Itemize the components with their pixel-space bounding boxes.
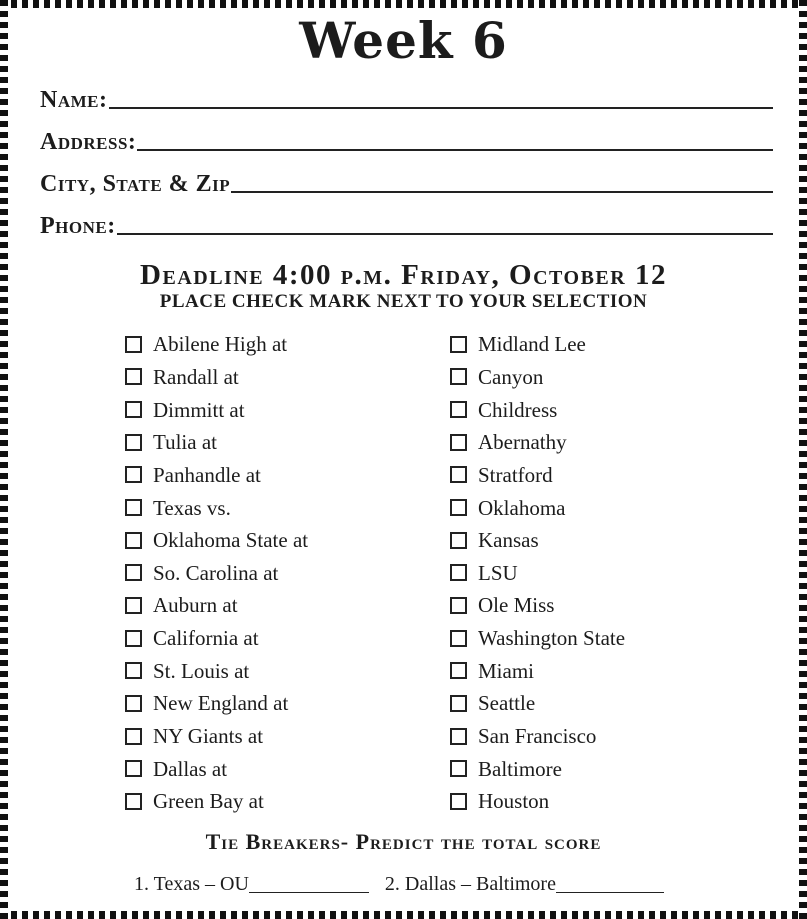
phone-entry-line[interactable]	[117, 233, 773, 235]
tie-breaker-heading: Tie Breakers- Predict the total score	[205, 829, 602, 854]
team-label: Midland Lee	[478, 332, 586, 357]
pick-option[interactable]	[125, 328, 425, 361]
pick-option[interactable]	[125, 361, 425, 394]
checkbox[interactable]	[450, 760, 467, 777]
checkbox[interactable]	[450, 597, 467, 614]
checkbox[interactable]	[125, 336, 142, 353]
name-field[interactable]	[40, 83, 773, 113]
pick-option[interactable]	[450, 491, 770, 524]
checkbox[interactable]	[450, 532, 467, 549]
pick-option[interactable]	[450, 687, 770, 720]
checkbox[interactable]	[125, 466, 142, 483]
checkbox[interactable]	[125, 532, 142, 549]
page-title: Week 6	[299, 11, 508, 70]
name-label: Name:	[40, 87, 108, 113]
team-label: Houston	[478, 789, 550, 814]
pick-option[interactable]	[125, 785, 425, 818]
address-field[interactable]	[40, 125, 773, 155]
team-label: LSU	[478, 560, 518, 585]
name-entry-line[interactable]	[109, 107, 774, 109]
team-label: Randall at	[153, 364, 239, 389]
team-label: Washington State	[478, 626, 626, 651]
pick-option[interactable]	[450, 393, 770, 426]
deadline-heading: Deadline 4:00 p.m. Friday, October 12	[140, 259, 667, 291]
team-label: California at	[153, 626, 259, 651]
pick-option[interactable]	[450, 785, 770, 818]
city-state-zip-label: City, State & Zip	[40, 171, 231, 197]
checkbox[interactable]	[125, 760, 142, 777]
pick-option[interactable]	[125, 720, 425, 753]
checkbox[interactable]	[125, 695, 142, 712]
checkbox[interactable]	[450, 368, 467, 385]
team-label: Canyon	[478, 364, 544, 389]
team-label: Miami	[478, 658, 534, 683]
picks-right-column	[450, 328, 770, 818]
team-label: Tulia at	[153, 430, 217, 455]
team-label: Dimmitt at	[153, 397, 245, 422]
pick-option[interactable]	[125, 393, 425, 426]
team-label: Green Bay at	[153, 789, 264, 814]
pick-option[interactable]	[450, 328, 770, 361]
tie-breaker-row	[134, 872, 664, 896]
checkbox[interactable]	[450, 793, 467, 810]
pick-option[interactable]	[125, 524, 425, 557]
dashed-border-right	[799, 0, 807, 919]
team-label: Panhandle at	[153, 462, 261, 487]
pick-option[interactable]	[450, 426, 770, 459]
team-label: Oklahoma State at	[153, 528, 309, 553]
team-label: Stratford	[478, 462, 553, 487]
pick-option[interactable]	[450, 459, 770, 492]
tie-breaker-2-label: 2. Dallas – Baltimore	[384, 873, 556, 895]
pick-option[interactable]	[450, 720, 770, 753]
phone-label: Phone:	[40, 213, 116, 239]
pick-option[interactable]	[450, 654, 770, 687]
team-label: So. Carolina at	[153, 560, 279, 585]
checkbox[interactable]	[125, 662, 142, 679]
checkbox[interactable]	[450, 662, 467, 679]
picks-left-column	[125, 328, 425, 818]
pick-option[interactable]	[450, 556, 770, 589]
pick-option[interactable]	[450, 752, 770, 785]
pick-option[interactable]	[125, 752, 425, 785]
pick-option[interactable]	[125, 459, 425, 492]
pick-option[interactable]	[450, 589, 770, 622]
team-label: Kansas	[478, 528, 539, 553]
tie-breaker-1-entry-line[interactable]	[249, 892, 369, 893]
city-state-zip-entry-line[interactable]	[231, 191, 773, 193]
checkbox[interactable]	[450, 466, 467, 483]
pick-option[interactable]	[125, 622, 425, 655]
pick-option[interactable]	[125, 491, 425, 524]
pick-option[interactable]	[450, 524, 770, 557]
checkbox[interactable]	[450, 434, 467, 451]
checkbox[interactable]	[450, 499, 467, 516]
pick-option[interactable]	[125, 589, 425, 622]
team-label: Abilene High at	[153, 332, 288, 357]
pick-option[interactable]	[125, 687, 425, 720]
team-label: Ole Miss	[478, 593, 555, 618]
team-label: Auburn at	[153, 593, 238, 618]
checkbox[interactable]	[125, 499, 142, 516]
team-label: NY Giants at	[153, 724, 264, 748]
dashed-border-bottom	[0, 911, 807, 919]
checkbox[interactable]	[125, 793, 142, 810]
team-label: San Francisco	[478, 724, 597, 748]
team-label: Baltimore	[478, 756, 562, 781]
checkbox[interactable]	[450, 728, 467, 745]
city-state-zip-field[interactable]	[40, 167, 773, 197]
checkbox[interactable]	[450, 401, 467, 418]
dashed-border-top	[0, 0, 807, 8]
team-label: Abernathy	[478, 430, 567, 455]
checkbox[interactable]	[125, 368, 142, 385]
team-label: Childress	[478, 397, 558, 422]
pick-option[interactable]	[125, 426, 425, 459]
checkbox[interactable]	[450, 336, 467, 353]
checkbox[interactable]	[125, 401, 142, 418]
pick-option[interactable]	[125, 654, 425, 687]
checkbox[interactable]	[450, 564, 467, 581]
team-label: St. Louis at	[153, 658, 250, 683]
dashed-border-left	[0, 0, 8, 919]
pick-option[interactable]	[450, 361, 770, 394]
instruction-text: PLACE CHECK MARK NEXT TO YOUR SELECTION	[159, 291, 648, 312]
checkbox[interactable]	[450, 695, 467, 712]
team-label: Texas vs.	[153, 495, 231, 520]
checkbox[interactable]	[125, 597, 142, 614]
address-entry-line[interactable]	[137, 149, 773, 151]
tie-breaker-1-label: 1. Texas – OU	[134, 873, 249, 895]
checkbox[interactable]	[125, 728, 142, 745]
checkbox[interactable]	[125, 630, 142, 647]
team-label: New England at	[153, 691, 289, 716]
checkbox[interactable]	[450, 630, 467, 647]
team-label: Seattle	[478, 691, 536, 716]
pick-option[interactable]	[450, 622, 770, 655]
tie-breaker-2-entry-line[interactable]	[556, 892, 664, 893]
team-label: Dallas at	[153, 756, 228, 781]
team-label: Oklahoma	[478, 495, 566, 520]
checkbox[interactable]	[125, 434, 142, 451]
checkbox[interactable]	[125, 564, 142, 581]
pick-option[interactable]	[125, 556, 425, 589]
address-label: Address:	[40, 129, 137, 155]
phone-field[interactable]	[40, 209, 773, 239]
